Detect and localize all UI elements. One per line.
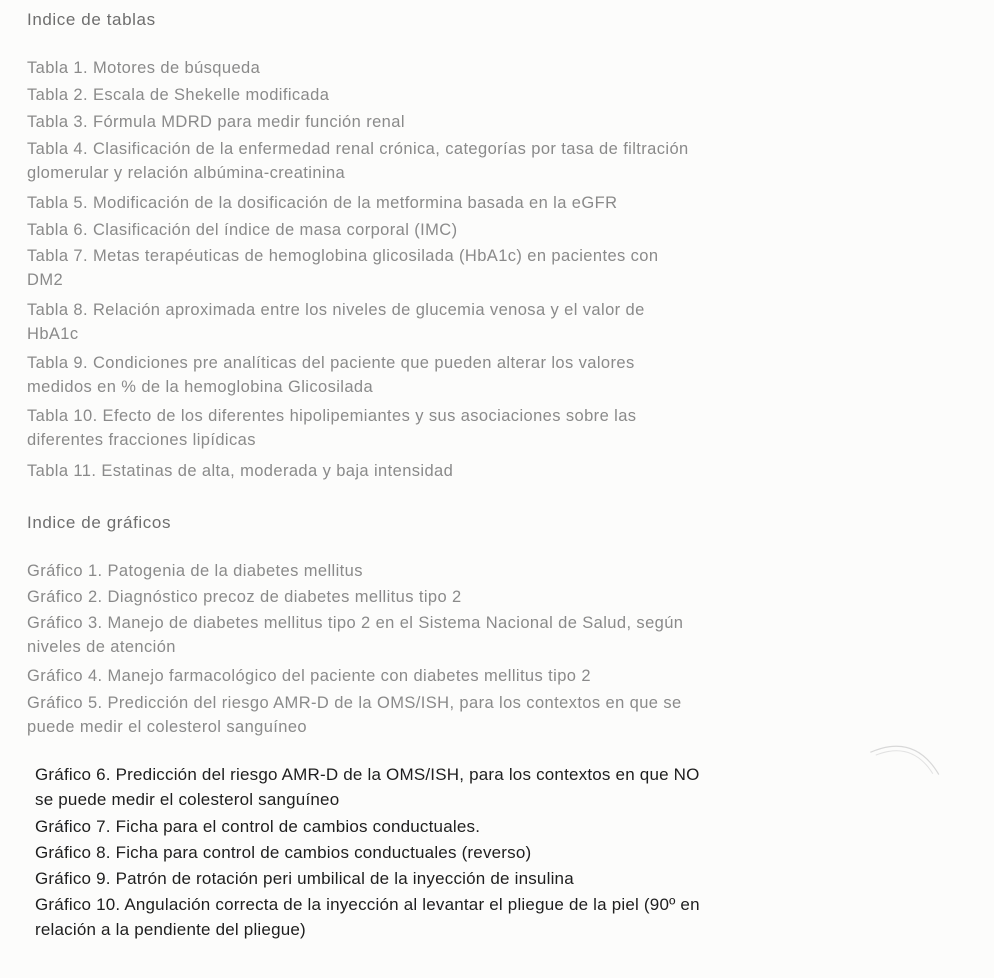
entry-line: Tabla 4. Clasificación de la enfermedad renal crónica, categorías por tasa de filtración bbox=[27, 140, 689, 158]
entry-line: Tabla 7. Metas terapéuticas de hemoglobina glicosilada (HbA1c) en pacientes con bbox=[27, 247, 659, 265]
entry-line: diferentes fracciones lipídicas bbox=[27, 430, 256, 449]
chart-entry-7 bbox=[35, 814, 480, 839]
table-entry-8 bbox=[27, 299, 645, 346]
entry-line: Tabla 1. Motores de búsqueda bbox=[27, 59, 261, 77]
entry-line: Tabla 9. Condiciones pre analíticas del paciente que pueden alterar los valores bbox=[27, 354, 635, 372]
entry-line: Gráfico 4. Manejo farmacológico del paciente con diabetes mellitus tipo 2 bbox=[27, 667, 591, 685]
chart-entry-1 bbox=[27, 560, 363, 584]
chart-entry-8 bbox=[35, 840, 531, 865]
chart-entry-3 bbox=[27, 612, 683, 659]
faint-stamp-mark bbox=[865, 726, 950, 779]
entry-line: HbA1c bbox=[27, 324, 79, 343]
entry-line: Gráfico 2. Diagnóstico precoz de diabetes mellitus tipo 2 bbox=[27, 588, 462, 606]
table-entry-9 bbox=[27, 352, 635, 399]
entry-line: Tabla 10. Efecto de los diferentes hipolipemiantes y sus asociaciones sobre las bbox=[27, 407, 637, 425]
entry-line: Gráfico 1. Patogenia de la diabetes mellitus bbox=[27, 562, 363, 580]
entry-line: puede medir el colesterol sanguíneo bbox=[27, 717, 308, 736]
entry-line: Tabla 11. Estatinas de alta, moderada y baja intensidad bbox=[27, 462, 454, 480]
entry-line: Gráfico 8. Ficha para control de cambios conductuales (reverso) bbox=[35, 843, 532, 862]
table-entry-2 bbox=[27, 84, 329, 108]
tables-index-heading: Indice de tablas bbox=[27, 10, 156, 29]
entry-line: DM2 bbox=[27, 270, 64, 289]
entry-line: Tabla 8. Relación aproximada entre los niveles de glucemia venosa y el valor de bbox=[27, 301, 645, 319]
table-entry-6 bbox=[27, 219, 458, 243]
entry-line: medidos en % de la hemoglobina Glicosilada bbox=[27, 377, 374, 396]
entry-line: Gráfico 3. Manejo de diabetes mellitus tipo 2 en el Sistema Nacional de Salud, según bbox=[27, 614, 684, 632]
entry-line: Tabla 5. Modificación de la dosificación de la metformina basada en la eGFR bbox=[27, 194, 618, 212]
entry-line: niveles de atención bbox=[27, 637, 176, 656]
entry-line: Tabla 6. Clasificación del índice de masa corporal (IMC) bbox=[27, 221, 458, 239]
table-entry-4 bbox=[27, 138, 689, 185]
table-entry-1 bbox=[27, 57, 260, 81]
entry-line: se puede medir el colesterol sanguíneo bbox=[35, 790, 340, 809]
table-entry-11 bbox=[27, 460, 453, 484]
entry-line: Tabla 3. Fórmula MDRD para medir función renal bbox=[27, 113, 405, 131]
table-entry-5 bbox=[27, 192, 617, 216]
entry-line: Gráfico 6. Predicción del riesgo AMR-D de la OMS/ISH, para los contextos en que NO bbox=[35, 765, 700, 784]
table-entry-10 bbox=[27, 405, 636, 452]
chart-entry-4 bbox=[27, 665, 591, 689]
chart-entry-2 bbox=[27, 586, 462, 610]
entry-line: Tabla 2. Escala de Shekelle modificada bbox=[27, 86, 330, 104]
entry-line: Gráfico 9. Patrón de rotación peri umbilical de la inyección de insulina bbox=[35, 869, 574, 888]
chart-entry-5 bbox=[27, 692, 682, 739]
entry-line: relación a la pendiente del pliegue) bbox=[35, 920, 306, 939]
entry-line: Gráfico 10. Angulación correcta de la inyección al levantar el pliegue de la piel (90º en bbox=[35, 895, 700, 914]
table-entry-3 bbox=[27, 111, 405, 135]
entry-line: Gráfico 5. Predicción del riesgo AMR-D de la OMS/ISH, para los contextos en que se bbox=[27, 694, 682, 712]
chart-entry-9 bbox=[35, 866, 574, 891]
chart-entry-6 bbox=[35, 762, 700, 812]
entry-line: Gráfico 7. Ficha para el control de cambios conductuales. bbox=[35, 817, 481, 836]
entry-line: glomerular y relación albúmina-creatinina bbox=[27, 163, 346, 182]
chart-entry-10 bbox=[35, 892, 700, 942]
charts-index-heading: Indice de gráficos bbox=[27, 513, 172, 532]
table-entry-7 bbox=[27, 245, 658, 292]
